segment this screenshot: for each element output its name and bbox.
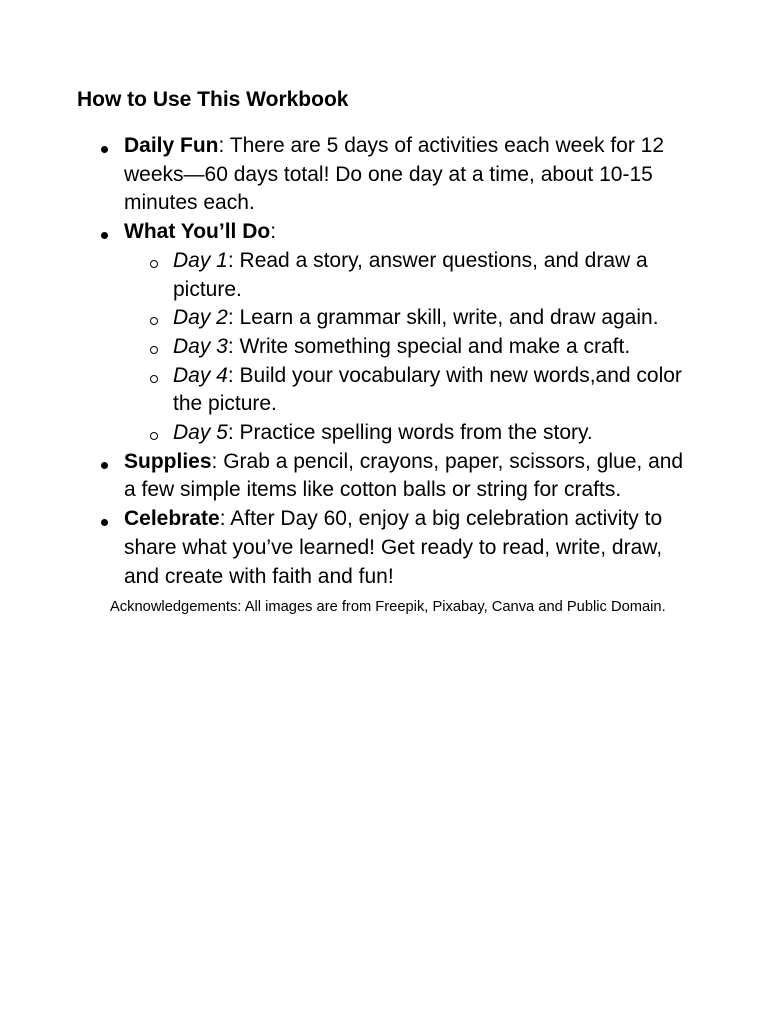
bullet-lead: Celebrate xyxy=(124,507,220,531)
sub-bullet-lead: Day 5 xyxy=(173,421,228,445)
sub-list-item-day-1 xyxy=(124,247,692,304)
circle-bullet-icon xyxy=(150,346,158,354)
bullet-text: : There are 5 days of activities each week for 12 weeks—60 days total! Do one day at a time, about 10-15 minutes each. xyxy=(124,134,665,215)
sub-list-item-day-5 xyxy=(124,419,692,448)
sub-list-item-day-2 xyxy=(124,304,692,333)
bullet-icon xyxy=(101,462,108,469)
page-title: How to Use This Workbook xyxy=(77,88,349,111)
sub-bullet-lead: Day 4 xyxy=(173,363,228,387)
bullet-text: : Grab a pencil, crayons, paper, scissors, glue, and a few simple items like cotton balls or string for crafts. xyxy=(124,449,684,502)
bullet-icon xyxy=(101,232,108,239)
sub-bullet-lead: Day 1 xyxy=(173,248,228,272)
circle-bullet-icon xyxy=(150,260,158,268)
circle-bullet-icon xyxy=(150,432,158,440)
circle-bullet-icon xyxy=(150,317,158,325)
sub-bullet-list xyxy=(124,247,692,448)
sub-list-item-day-4 xyxy=(124,362,692,419)
sub-bullet-text: : Build your vocabulary with new words,and color the picture. xyxy=(173,363,682,416)
sub-bullet-lead: Day 3 xyxy=(173,334,228,358)
sub-bullet-text: : Learn a grammar skill, write, and draw again. xyxy=(227,306,659,330)
sub-bullet-lead: Day 2 xyxy=(173,306,228,330)
bullet-icon xyxy=(101,519,108,526)
bullet-lead: What You’ll Do xyxy=(124,220,271,244)
list-item-celebrate xyxy=(77,505,692,591)
bullet-lead: Supplies xyxy=(124,449,212,473)
bullet-text: : xyxy=(270,220,277,244)
bullet-icon xyxy=(101,146,108,153)
bullet-list xyxy=(77,132,692,591)
list-item-daily-fun xyxy=(77,132,692,218)
list-item-what-youll-do xyxy=(77,218,692,448)
circle-bullet-icon xyxy=(150,375,158,383)
bullet-lead: Daily Fun xyxy=(124,134,219,157)
list-item-supplies xyxy=(77,448,692,505)
acknowledgements-text: Acknowledgements: All images are from Freepik, Pixabay, Canva and Public Domain. xyxy=(110,599,666,616)
sub-bullet-text: : Write something special and make a craft. xyxy=(227,334,631,358)
sub-bullet-text: : Practice spelling words from the story. xyxy=(227,421,593,445)
sub-list-item-day-3 xyxy=(124,333,692,362)
sub-bullet-text: : Read a story, answer questions, and draw a picture. xyxy=(173,248,648,301)
bullet-text: : After Day 60, enjoy a big celebration activity to share what you’ve learned! Get ready to read, write, draw, and create with faith and fun! xyxy=(124,507,663,588)
